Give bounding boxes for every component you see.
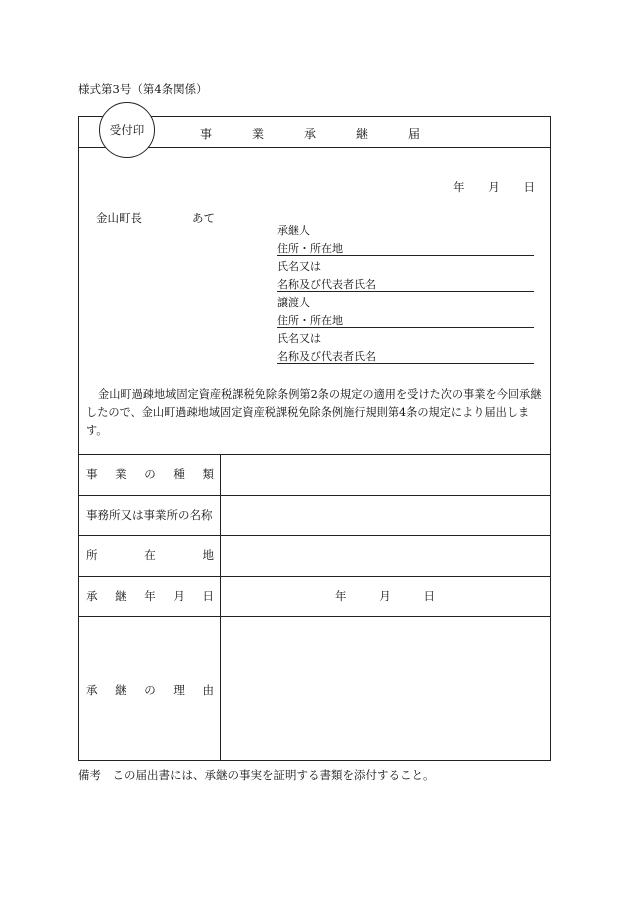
successor-name-label-2: 名称及び代表者氏名	[277, 278, 376, 291]
addressee-suffix: あて	[192, 211, 215, 225]
title-divider	[79, 147, 550, 148]
transferor-heading: 譲渡人	[277, 296, 310, 309]
row-divider	[79, 535, 550, 536]
row-char: 承	[86, 589, 98, 603]
row-char: 類	[202, 467, 214, 481]
title-char: 承	[303, 127, 316, 141]
row-char: 承	[86, 683, 98, 697]
row-char: 由	[202, 683, 214, 697]
row-business-type	[86, 466, 214, 482]
row-char: 業	[115, 467, 127, 481]
title-char: 継	[355, 127, 368, 141]
body-divider	[79, 454, 550, 455]
row-char: 事	[86, 467, 98, 481]
row-char: 継	[115, 589, 127, 603]
date-month: 月	[488, 180, 500, 194]
row-char: 地	[202, 548, 214, 562]
row-char: 日	[202, 589, 214, 603]
title-char: 届	[407, 127, 420, 141]
transferor-address-label: 住所・所在地	[277, 314, 343, 327]
remarks-note: 備考 この届出書には、承継の事実を証明する書類を添付すること。	[78, 768, 435, 782]
column-divider	[220, 454, 221, 760]
successor-name-label-1: 氏名又は	[277, 260, 321, 273]
successor-address-field	[277, 240, 534, 256]
row-char: 月	[173, 589, 185, 603]
submission-date	[453, 179, 535, 195]
row-char: 種	[173, 467, 185, 481]
title-char: 事	[200, 127, 213, 141]
succession-date-value	[335, 588, 435, 604]
row-char: 所	[86, 548, 98, 562]
body-text: 金山町過疎地域固定資産税課税免除条例第2条の規定の適用を受けた次の事業を今回承継したので、金山町過疎地域固定資産税課税免除条例施行規則第4条の規定により届出します。	[86, 388, 542, 437]
row-reason	[86, 682, 214, 698]
row-divider	[79, 495, 550, 496]
date-day: 日	[523, 180, 535, 194]
transferor-address-field	[277, 312, 534, 328]
row-char: 継	[115, 683, 127, 697]
date-month: 月	[379, 589, 391, 603]
row-char: の	[144, 467, 156, 481]
row-office-name-label: 事務所又は事業所の名称	[86, 508, 213, 522]
row-divider	[79, 616, 550, 617]
row-succession-date	[86, 588, 214, 604]
successor-address-label: 住所・所在地	[277, 242, 343, 255]
document-title	[200, 125, 420, 142]
successor-heading: 承継人	[277, 224, 310, 237]
successor-name-field	[277, 276, 534, 292]
row-location	[86, 547, 214, 563]
row-char: 理	[173, 683, 185, 697]
transferor-name-field	[277, 348, 534, 364]
row-divider	[79, 576, 550, 577]
row-char: の	[144, 683, 156, 697]
form-number-label: 様式第3号（第4条関係）	[78, 82, 208, 96]
row-char: 年	[144, 589, 156, 603]
row-office-name	[86, 507, 214, 523]
transferor-name-label-2: 名称及び代表者氏名	[277, 350, 376, 363]
date-day: 日	[423, 589, 435, 603]
reception-stamp-label: 受付印	[109, 123, 145, 137]
addressee: 金山町長	[96, 211, 142, 225]
date-year: 年	[335, 589, 347, 603]
row-char: 在	[144, 548, 156, 562]
transferor-name-label-1: 氏名又は	[277, 332, 321, 345]
reception-stamp	[99, 102, 155, 158]
date-year: 年	[453, 180, 465, 194]
title-char: 業	[251, 127, 264, 141]
